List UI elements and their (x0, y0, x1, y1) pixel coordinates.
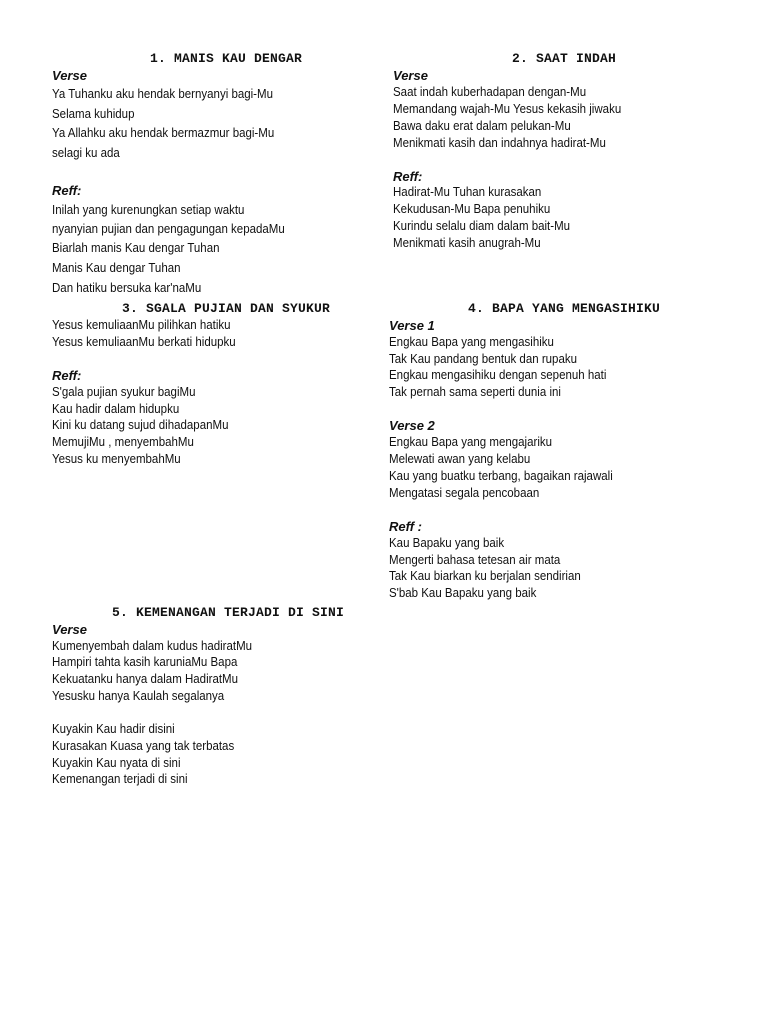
lyric-line: Menikmati kasih dan indahnya hadirat-Mu (393, 136, 606, 150)
lyric-line: Kekuatanku hanya dalam HadiratMu (52, 672, 239, 686)
song-title: 5. KEMENANGAN TERJADI DI SINI (112, 605, 345, 620)
lyric-line: Ya Tuhanku aku hendak bernyanyi bagi-Mu (52, 87, 274, 101)
lyric-line: Yesus kemuliaanMu pilihkan hatiku (52, 318, 231, 332)
lyric-line: Kau yang buatku terbang, bagaikan rajawali (389, 469, 613, 483)
lyric-line: Hadirat-Mu Tuhan kurasakan (393, 185, 542, 199)
lyric-line: Engkau Bapa yang mengajariku (389, 435, 553, 449)
lyric-line: Dan hatiku bersuka kar'naMu (52, 281, 202, 295)
lyric-line: Engkau Bapa yang mengasihiku (389, 335, 554, 349)
lyric-line: Kurindu selalu diam dalam bait-Mu (393, 219, 571, 233)
lyric-line: Yesus kemuliaanMu berkati hidupku (52, 335, 236, 349)
lyric-line: S'gala pujian syukur bagiMu (52, 385, 196, 399)
lyric-line: Tak Kau pandang bentuk dan rupaku (389, 352, 577, 366)
lyric-line: Mengerti bahasa tetesan air mata (389, 553, 561, 567)
lyric-line: Kau hadir dalam hidupku (52, 402, 180, 416)
song-title: 1. MANIS KAU DENGAR (150, 51, 303, 66)
song-title: 4. BAPA YANG MENGASIHIKU (468, 301, 661, 316)
lyric-line: Yesus ku menyembahMu (52, 452, 181, 466)
lyric-line: Memandang wajah-Mu Yesus kekasih jiwaku (393, 102, 622, 116)
lyric-line: Tak Kau biarkan ku berjalan sendirian (389, 569, 581, 583)
lyric-line: Melewati awan yang kelabu (389, 452, 531, 466)
lyric-line: Inilah yang kurenungkan setiap waktu (52, 203, 245, 217)
lyric-line: Yesusku hanya Kaulah segalanya (52, 689, 225, 703)
lyric-line: Kumenyembah dalam kudus hadiratMu (52, 639, 253, 653)
verse-1-label: Verse 1 (389, 318, 435, 333)
lyric-line: Manis Kau dengar Tuhan (52, 261, 181, 275)
lyric-line: Kuyakin Kau hadir disini (52, 722, 175, 736)
song-title: 3. SGALA PUJIAN DAN SYUKUR (122, 301, 331, 316)
reff-label: Reff: (52, 183, 82, 198)
lyric-line: Tak pernah sama seperti dunia ini (389, 385, 561, 399)
lyric-line: Hampiri tahta kasih karuniaMu Bapa (52, 655, 238, 669)
lyric-line: Selama kuhidup (52, 107, 135, 121)
lyric-line: Kurasakan Kuasa yang tak terbatas (52, 739, 235, 753)
song-title: 2. SAAT INDAH (512, 51, 617, 66)
lyric-line: Kemenangan terjadi di sini (52, 772, 188, 786)
lyric-line: Kau Bapaku yang baik (389, 536, 505, 550)
lyric-line: Mengatasi segala pencobaan (389, 486, 540, 500)
song-5 (0, 0, 384, 800)
verse-label: Verse (52, 68, 87, 83)
lyric-line: nyanyian pujian dan pengagungan kepadaMu (52, 222, 285, 236)
lyric-line: Kini ku datang sujud dihadapanMu (52, 418, 229, 432)
lyric-line: Menikmati kasih anugrah-Mu (393, 236, 541, 250)
lyric-line: Ya Allahku aku hendak bermazmur bagi-Mu (52, 126, 275, 140)
lyric-line: Biarlah manis Kau dengar Tuhan (52, 241, 220, 255)
lyric-line: Kekudusan-Mu Bapa penuhiku (393, 202, 551, 216)
verse-label: Verse (52, 622, 87, 637)
lyric-line: selagi ku ada (52, 146, 120, 160)
reff-label: Reff: (52, 368, 82, 383)
reff-label: Reff : (389, 519, 422, 534)
verse-2-label: Verse 2 (389, 418, 435, 433)
lyric-line: S'bab Kau Bapaku yang baik (389, 586, 537, 600)
lyric-line: Bawa daku erat dalam pelukan-Mu (393, 119, 571, 133)
lyric-line: Engkau mengasihiku dengan sepenuh hati (389, 368, 607, 382)
lyric-line: MemujiMu , menyembahMu (52, 435, 194, 449)
lyric-line: Kuyakin Kau nyata di sini (52, 756, 181, 770)
verse-label: Verse (393, 68, 428, 83)
reff-label: Reff: (393, 169, 423, 184)
lyric-line: Saat indah kuberhadapan dengan-Mu (393, 85, 587, 99)
